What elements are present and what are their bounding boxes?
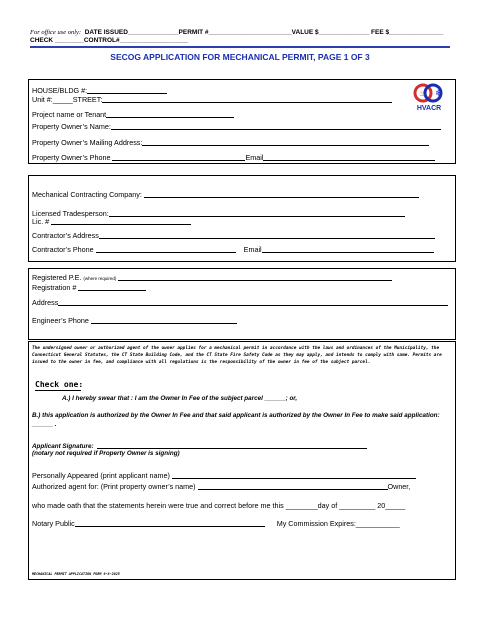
office-use-block	[30, 29, 450, 45]
license-number-field[interactable]: Lic. #	[32, 217, 191, 226]
house-number-field[interactable]: HOUSE/BLDG #:	[32, 86, 167, 95]
option-a-owner-in-fee[interactable]: A.) I hereby swear that : I am the Owner In Fee of the subject parcel ______; or,	[62, 395, 298, 402]
registered-pe-field[interactable]: Registered P.E. (where required)	[32, 273, 392, 282]
option-b-authorized-agent[interactable]: B.) this application is authorized by the Owner In Fee and that said applicant is authorized by the Owner In Fee to make said application: ______ .	[32, 412, 440, 428]
hvacr-logo-text: HVACR	[416, 105, 442, 112]
engineer-phone-field[interactable]: Engineer’s Phone	[32, 316, 237, 325]
owner-name-field[interactable]: Property Owner’s Name:	[32, 122, 441, 131]
engineer-address-field[interactable]: Address	[32, 298, 448, 307]
check-one-heading: Check one:	[35, 380, 84, 389]
oath-statement: who made oath that the statements herein were true and correct before me this ________day of _________ 20_____	[32, 501, 406, 510]
tradesperson-field[interactable]: Licensed Tradesperson:	[32, 209, 405, 218]
notary-public-field[interactable]: Notary Public My Commission Expires:___________	[32, 519, 400, 528]
office-line-2: CHECK ________CONTROL#___________________	[30, 37, 189, 44]
check-one-underline	[35, 390, 81, 391]
street-field[interactable]: Unit #:_____STREET:	[32, 95, 392, 104]
legal-statement: The undersigned owner or authorized agent of the owner applies for a mechanical permit in accordance with the laws and ordinances of the Municipality, the Connecticut General Statutes, the CT State Building Code, and the CT State Fire Safety Code as they may apply, and intends to comply with same. Permits are issued to the owner in fee, and compliance with all regulations is the responsibility of the owner in fee of the subject parcel.	[32, 346, 442, 365]
page-title: SECOG APPLICATION FOR MECHANICAL PERMIT, PAGE 1 OF 3	[110, 52, 370, 62]
authorized-agent-field[interactable]: Authorized agent for: (Print property owner’s name) Owner,	[32, 482, 411, 491]
project-name-field[interactable]: Project name or Tenant	[32, 110, 234, 119]
office-use-label: For office use only:	[30, 29, 82, 36]
header-divider	[30, 46, 450, 48]
owner-phone-field[interactable]: Property Owner’s Phone Email	[32, 153, 435, 162]
applicant-signature-field[interactable]: Applicant Signature:	[32, 441, 367, 450]
contractor-address-field[interactable]: Contractor’s Address	[32, 231, 435, 240]
personally-appeared-field[interactable]: Personally Appeared (print applicant name)	[32, 471, 416, 480]
svg-text:♨: ♨	[419, 89, 427, 98]
contractor-phone-field[interactable]: Contractor’s Phone Email	[32, 245, 434, 254]
contracting-company-field[interactable]: Mechanical Contracting Company:	[32, 190, 419, 199]
declaration-section	[28, 341, 456, 580]
svg-text:❄: ❄	[435, 89, 443, 99]
office-line-1: DATE ISSUED______________PERMIT #_______________________VALUE $______________ FEE $_______________	[84, 29, 444, 36]
registration-number-field[interactable]: Registration #	[32, 283, 146, 292]
hvacr-logo-icon	[410, 80, 448, 106]
owner-address-field[interactable]: Property Owner’s Mailing Address:	[32, 138, 429, 147]
form-footer: MECHANICAL PERMIT APPLICATION FORM 9-8-2025	[32, 572, 120, 576]
hvacr-logo	[410, 80, 448, 116]
signature-note: (notary not required if Property Owner is signing)	[32, 450, 180, 457]
